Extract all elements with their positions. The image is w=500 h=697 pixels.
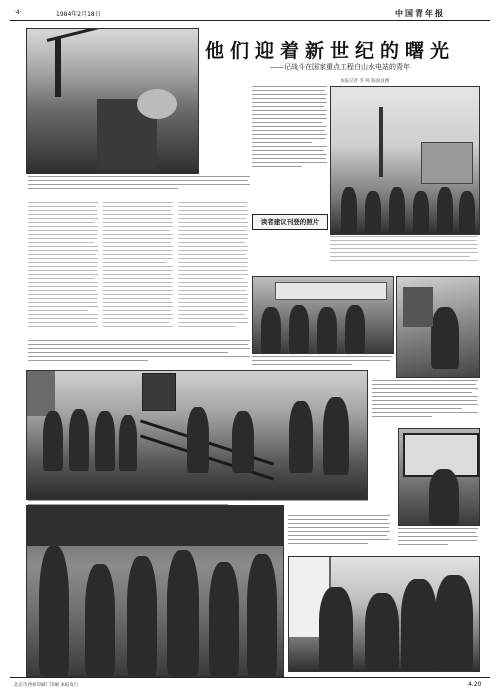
worker-figure (187, 407, 209, 473)
article-body-col-4 (330, 236, 478, 266)
article-subtitle: ——记战斗在国家重点工程白山水电站的青年 (270, 63, 410, 71)
worker-figure (289, 305, 309, 353)
photo-workers-banner (252, 276, 394, 354)
worker-figure (232, 411, 254, 473)
building-background (27, 506, 283, 546)
worker-figure (43, 411, 63, 471)
masthead: 中国青年报 (395, 9, 445, 18)
photo-crane-construction (26, 28, 199, 174)
issue-date: 1984年2月18日 (56, 11, 101, 18)
footer-printer-info: 北京市西郊印刷厂印刷 本报发行 (14, 683, 79, 688)
worker-figure (341, 187, 357, 234)
photo-workers-winter-hats (26, 505, 284, 677)
worker-figure (413, 191, 429, 234)
worker-figure (209, 562, 239, 676)
article-byline: 本报记者 李 鸣 陈国良摄 (340, 79, 390, 84)
worker-figure (459, 191, 475, 234)
worker-figure (437, 187, 453, 234)
footer-price: 4.20 (468, 681, 482, 688)
photo-caption-right (372, 380, 478, 424)
worker-figure (431, 307, 459, 369)
worker-figure (317, 307, 337, 353)
photo-young-workers-group (330, 86, 480, 235)
worker-figure (345, 305, 365, 353)
smoke (137, 89, 177, 119)
worker-figure (127, 556, 157, 676)
reader-suggested-photos-label: 读者建议刊登的照片 (252, 214, 328, 230)
article-body-col-1 (28, 202, 98, 334)
worker-figure (429, 469, 459, 525)
crane-silhouette (379, 107, 383, 177)
photo-caption-crane (28, 176, 250, 198)
worker-figure (323, 397, 349, 475)
editor-note (252, 86, 327, 206)
train-car (142, 373, 176, 411)
worker-figure (167, 550, 199, 676)
worker-figure (39, 546, 69, 676)
worker-figure (289, 401, 313, 473)
crane-tower (55, 37, 61, 97)
footer-rule (10, 677, 490, 678)
photo-worker-at-window (398, 428, 480, 526)
worker-figure (319, 587, 353, 671)
worker-figure (95, 411, 115, 471)
power-station-building (421, 142, 473, 184)
article-title: 他们迎着新世纪的曙光 (205, 40, 456, 62)
worker-figure (119, 415, 137, 471)
article-body-col-2 (103, 202, 173, 334)
worker-figure (69, 409, 89, 471)
worker-figure (365, 593, 399, 671)
worker-figure (85, 564, 115, 676)
photo-caption-bottom-far-right (398, 528, 478, 558)
photo-caption-bottom-right (288, 515, 390, 559)
worker-figure (365, 191, 381, 234)
crane-jib (47, 28, 154, 42)
photo-caption-middle (28, 340, 250, 370)
page-number: ·4· (14, 9, 22, 16)
banner-sign (275, 282, 387, 300)
header-rule (10, 20, 490, 21)
worker-figure (261, 307, 281, 353)
worker-figure (247, 554, 277, 676)
worker-figure (401, 579, 437, 671)
photo-worker-at-machine (396, 276, 480, 378)
worker-figure (435, 575, 473, 671)
photo-young-men-group (288, 556, 480, 672)
article-body-col-3 (178, 202, 248, 334)
photo-railway-track-workers (26, 370, 368, 500)
worker-figure (389, 187, 405, 234)
building-left (27, 371, 55, 416)
machine-part (403, 287, 433, 327)
